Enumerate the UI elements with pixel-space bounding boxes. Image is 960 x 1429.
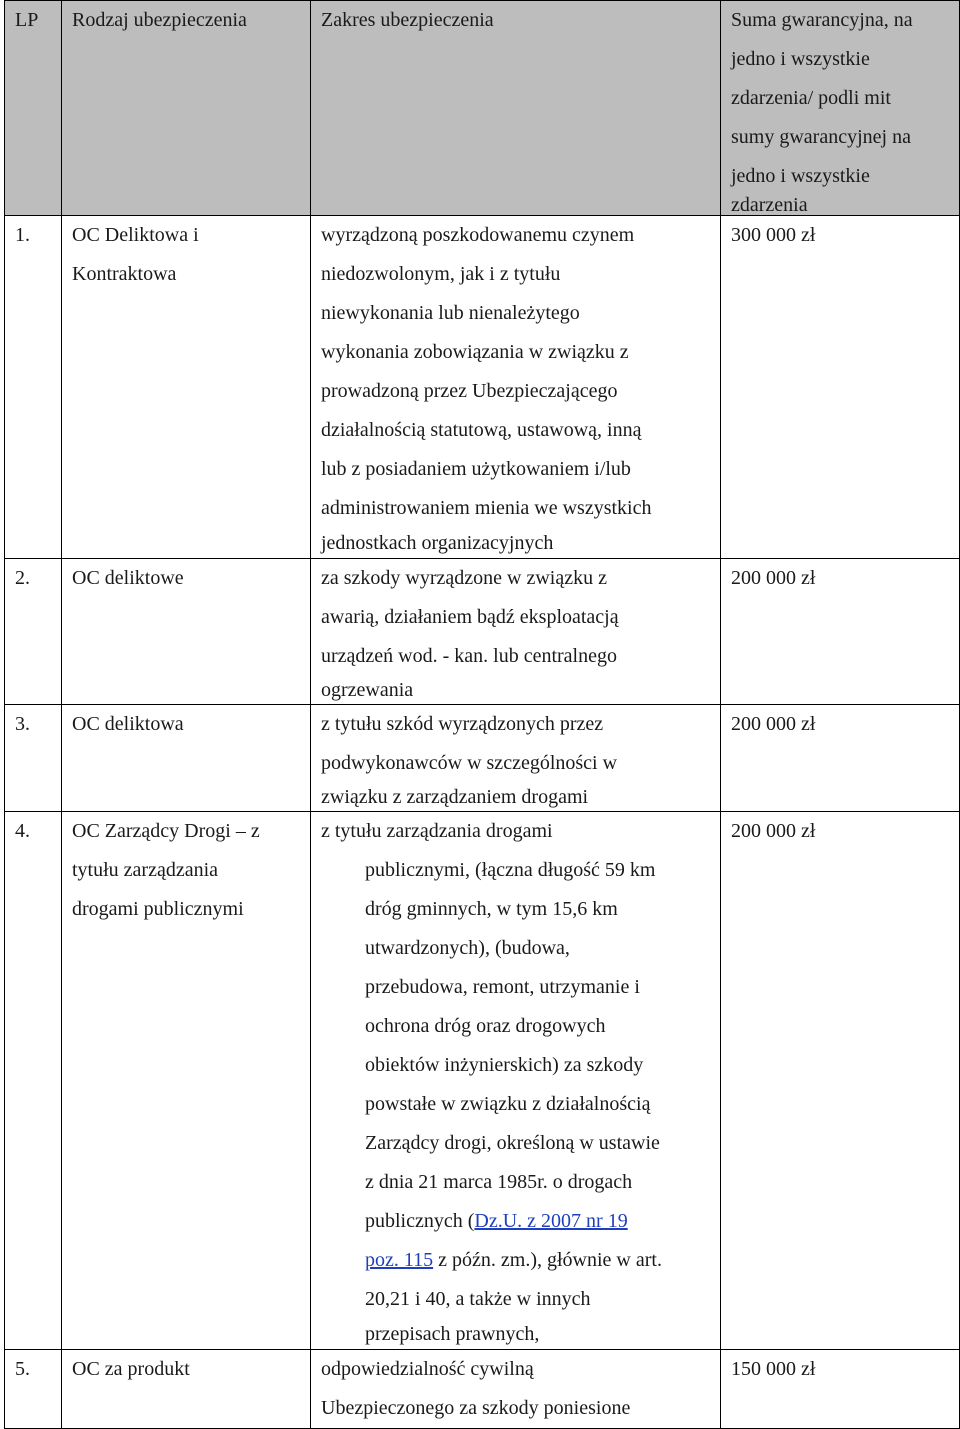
row-type — [62, 216, 311, 559]
row-scope-line: obiektów inżynierskich) za szkody — [365, 1054, 644, 1076]
row-scope-line: dróg gminnych, w tym 15,6 km — [365, 898, 618, 920]
row-scope-line: publicznymi, (łączna długość 59 km — [365, 859, 656, 881]
row-scope-line: administrowaniem mienia we wszystkich — [321, 497, 652, 519]
row-scope-line: niewykonania lub nienależytego — [321, 302, 580, 324]
row-scope-line: ogrzewania — [321, 679, 414, 701]
table-header-row — [5, 1, 960, 216]
row-scope — [311, 559, 721, 705]
row-type — [62, 705, 311, 812]
row-type-line: OC Zarządcy Drogi – z — [72, 820, 260, 842]
header-type: Rodzaj ubezpieczenia — [62, 1, 311, 216]
row-scope-line: Zarządcy drogi, określoną w ustawie — [365, 1132, 660, 1154]
row-lp: 4. — [5, 812, 62, 1350]
row-scope-line: podwykonawców w szczególności w — [321, 752, 618, 774]
row-scope — [311, 812, 721, 1350]
row-type-line: tytułu zarządzania — [72, 859, 219, 881]
header-sum-line: jedno i wszystkie — [731, 48, 870, 70]
table-row — [5, 705, 960, 812]
row-scope-line: z dnia 21 marca 1985r. o drogach — [365, 1171, 633, 1193]
row-type — [62, 1350, 311, 1429]
scope-pub-prefix: publicznych ( — [365, 1210, 475, 1232]
header-lp: LP — [5, 1, 62, 216]
row-scope-line: z tytułu zarządzania drogami — [321, 820, 553, 842]
row-scope-line: prowadzoną przez Ubezpieczającego — [321, 380, 618, 402]
row-lp: 3. — [5, 705, 62, 812]
table-row — [5, 812, 960, 1350]
row-scope-line: niedozwolonym, jak i z tytułu — [321, 263, 561, 285]
header-sum — [721, 1, 960, 216]
row-scope-line: wykonania zobowiązania w związku z — [321, 341, 629, 363]
row-scope-line: utwardzonych), (budowa, — [365, 937, 570, 959]
row-scope-line: 20,21 i 40, a także w innych — [365, 1288, 591, 1310]
row-scope-line: działalnością statutową, ustawową, inną — [321, 419, 642, 441]
row-lp: 1. — [5, 216, 62, 559]
row-scope-line: za szkody wyrządzone w związku z — [321, 567, 607, 589]
row-type-line: OC deliktowe — [72, 567, 184, 589]
table-row — [5, 1350, 960, 1429]
header-sum-line: sumy gwarancyjnej na — [731, 126, 911, 148]
header-sum-line: Suma gwarancyjna, na — [731, 9, 913, 31]
row-sum: 300 000 zł — [721, 216, 960, 559]
row-type — [62, 812, 311, 1350]
row-type — [62, 559, 311, 705]
row-scope-line: awarią, działaniem bądź eksploatacją — [321, 606, 619, 628]
row-scope-line: wyrządzoną poszkodowanemu czynem — [321, 224, 635, 246]
row-type-line: OC deliktowa — [72, 713, 184, 735]
header-scope: Zakres ubezpieczenia — [311, 1, 721, 216]
table-row — [5, 559, 960, 705]
row-scope-line: związku z zarządzaniem drogami — [321, 786, 589, 808]
row-sum: 200 000 zł — [721, 559, 960, 705]
law-reference-link[interactable]: Dz.U. z 2007 nr 19 — [474, 1210, 628, 1232]
row-type-line: OC Deliktowa i — [72, 224, 199, 246]
row-type-line: Kontraktowa — [72, 263, 177, 285]
row-scope-line: Ubezpieczonego za szkody poniesione — [321, 1397, 631, 1419]
row-lp: 5. — [5, 1350, 62, 1429]
row-sum: 200 000 zł — [721, 705, 960, 812]
row-scope-line: ochrona dróg oraz drogowych — [365, 1015, 606, 1037]
row-scope-line: przebudowa, remont, utrzymanie i — [365, 976, 640, 998]
law-reference-link-2[interactable]: poz. 115 — [365, 1249, 434, 1271]
row-scope-line: urządzeń wod. - kan. lub centralnego — [321, 645, 617, 667]
row-scope-line: jednostkach organizacyjnych — [321, 532, 554, 554]
row-scope — [311, 705, 721, 812]
row-scope — [311, 1350, 721, 1429]
row-scope-line: powstałe w związku z działalnością — [365, 1093, 651, 1115]
insurance-table — [4, 0, 960, 1429]
header-sum-line: jedno i wszystkie — [731, 165, 870, 187]
table-row — [5, 216, 960, 559]
row-scope-line: lub z posiadaniem użytkowaniem i/lub — [321, 458, 631, 480]
header-sum-line: zdarzenia — [731, 194, 808, 216]
row-scope-line-with-link — [321, 1202, 712, 1241]
header-sum-line: zdarzenia/ podli mit — [731, 87, 891, 109]
row-scope-line: odpowiedzialność cywilną — [321, 1358, 534, 1380]
row-type-line: OC za produkt — [72, 1358, 190, 1380]
row-sum: 200 000 zł — [721, 812, 960, 1350]
row-scope-line: przepisach prawnych, — [365, 1323, 540, 1345]
row-scope — [311, 216, 721, 559]
row-scope-line-with-link — [321, 1241, 712, 1280]
row-scope-line: z tytułu szkód wyrządzonych przez — [321, 713, 604, 735]
row-type-line: drogami publicznymi — [72, 898, 244, 920]
scope-after-link: z późn. zm.), głównie w art. — [433, 1249, 662, 1271]
row-sum: 150 000 zł — [721, 1350, 960, 1429]
row-lp: 2. — [5, 559, 62, 705]
